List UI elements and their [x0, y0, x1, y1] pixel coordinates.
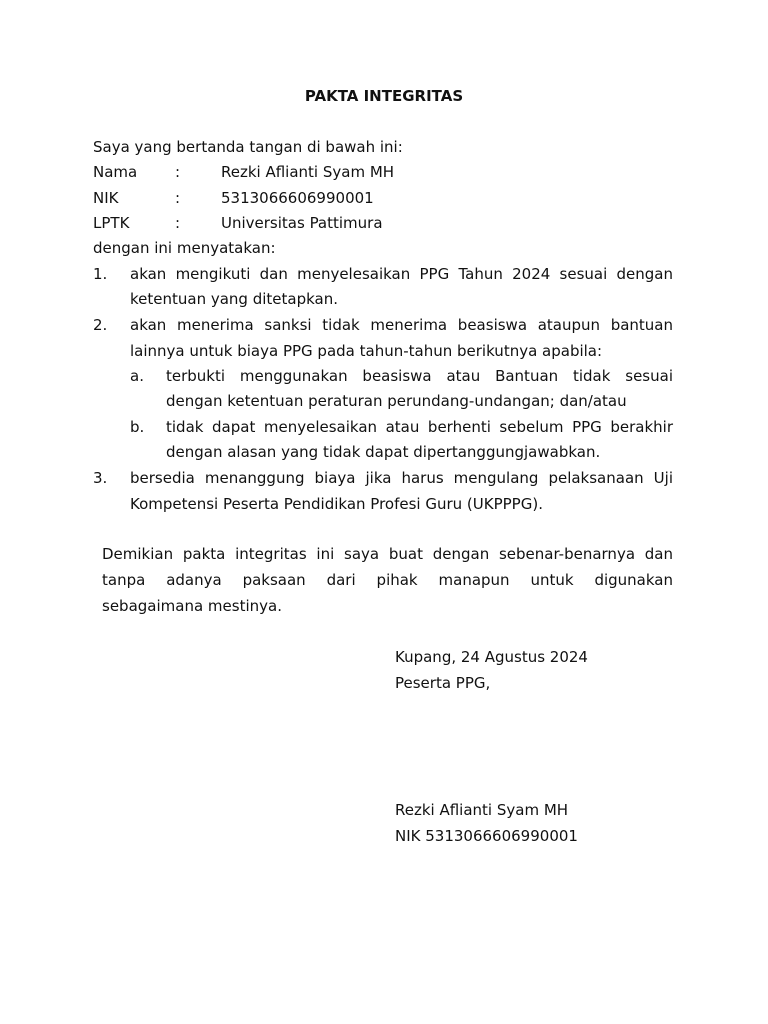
field-value-nik: 5313066606990001 — [221, 189, 374, 207]
field-colon: : — [175, 163, 181, 181]
field-label-nik: NIK — [93, 189, 119, 207]
list-item-number: 2. — [93, 316, 108, 334]
closing-line: Demikian pakta integritas ini saya buat dengan sebenar-benarnya dan — [102, 545, 673, 563]
intro-text: Saya yang bertanda tangan di bawah ini: — [93, 138, 403, 156]
sublist-item-line: terbukti menggunakan beasiswa atau Bantuan tidak sesuai — [166, 367, 673, 385]
closing-line: tanpa adanya paksaan dari pihak manapun untuk digunakan — [102, 571, 673, 589]
statement-intro: dengan ini menyatakan: — [93, 239, 276, 257]
sublist-item-letter: a. — [130, 367, 144, 385]
field-value-lptk: Universitas Pattimura — [221, 214, 383, 232]
list-item-line: akan menerima sanksi tidak menerima beasiswa ataupun bantuan — [130, 316, 673, 334]
list-item-line: Kompetensi Peserta Pendidikan Profesi Guru (UKPPPG). — [130, 495, 543, 513]
sublist-item-line: tidak dapat menyelesaikan atau berhenti sebelum PPG berakhir — [166, 418, 673, 436]
list-item-number: 3. — [93, 469, 108, 487]
signature-role: Peserta PPG, — [395, 674, 491, 692]
list-item-line: ketentuan yang ditetapkan. — [130, 290, 339, 308]
signature-nik: NIK 5313066606990001 — [395, 827, 578, 845]
list-item-line: lainnya untuk biaya PPG pada tahun-tahun berikutnya apabila: — [130, 342, 603, 360]
field-colon: : — [175, 189, 181, 207]
sublist-item-line: dengan alasan yang tidak dapat dipertanggungjawabkan. — [166, 443, 601, 461]
document-title: PAKTA INTEGRITAS — [304, 87, 464, 105]
field-label-nama: Nama — [93, 163, 138, 181]
field-value-nama: Rezki Aflianti Syam MH — [221, 163, 395, 181]
signature-name: Rezki Aflianti Syam MH — [395, 801, 569, 819]
signature-place-date: Kupang, 24 Agustus 2024 — [395, 648, 588, 666]
field-label-lptk: LPTK — [93, 214, 130, 232]
list-item-line: akan mengikuti dan menyelesaikan PPG Tahun 2024 sesuai dengan — [130, 265, 673, 283]
field-colon: : — [175, 214, 181, 232]
list-item-line: bersedia menanggung biaya jika harus mengulang pelaksanaan Uji — [130, 469, 673, 487]
closing-line: sebagaimana mestinya. — [102, 597, 282, 615]
sublist-item-line: dengan ketentuan peraturan perundang-undangan; dan/atau — [166, 392, 627, 410]
sublist-item-letter: b. — [130, 418, 145, 436]
list-item-number: 1. — [93, 265, 108, 283]
